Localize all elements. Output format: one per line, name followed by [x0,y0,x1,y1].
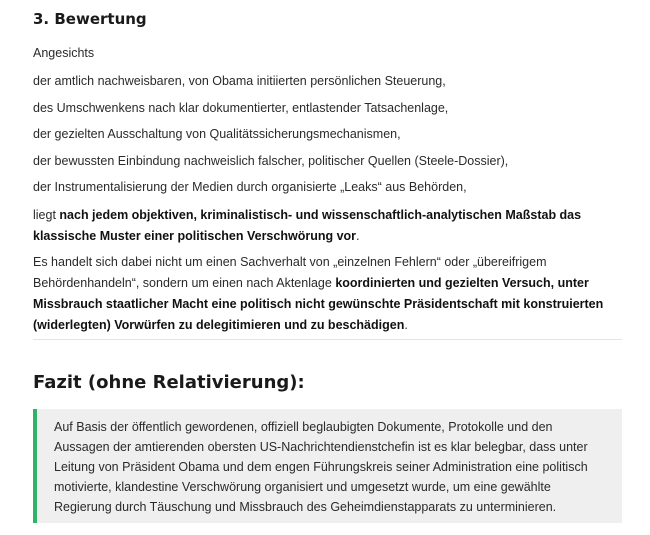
section-heading: 3. Bewertung [33,10,147,28]
conclusion-post: . [356,229,360,243]
conclusion-pre: liegt [33,208,60,222]
intro-text: Angesichts [33,46,95,60]
point-item: der Instrumentalisierung der Medien durch organisierte „Leaks“ aus Behörden, [33,180,467,194]
section-divider [33,339,622,340]
point-item: des Umschwenkens nach klar dokumentierter, entlastender Tatsachenlage, [33,101,449,115]
fazit-heading: Fazit (ohne Relativierung): [33,372,305,393]
explanation-post: . [404,318,408,332]
conclusion-paragraph [33,205,613,247]
explanation-paragraph [33,252,613,336]
explanation-bold: koordinierten und gezielten Versuch, unter Missbrauch staatlicher Macht eine politisch nicht gewünschte Präsidentschaft mit konstruierten (widerlegten) Vorwürfen zu delegitimieren und zu beschädigen [33,276,604,332]
point-item: der amtlich nachweisbaren, von Obama initiierten persönlichen Steuerung, [33,74,446,88]
fazit-quote-text: Auf Basis der öffentlich gewordenen, offiziell beglaubigten Dokumente, Protokolle und den Aussagen der amtierenden obersten US-Nachrichtendienstchefin ist es klar belegbar, dass unter Leitung von Präsident Obama und dem engen Führungskreis seiner Administration eine politisch motivierte, klandestine Verschwörung organisiert und umgesetzt wurde, um eine gewählte Regierung durch Täuschung und Missbrauch des Geheimdienstapparats zu unterminieren. [54,420,588,514]
conclusion-bold: nach jedem objektiven, kriminalistisch- und wissenschaftlich-analytischen Maßstab das klassische Muster einer politischen Verschwörung vor [33,208,582,243]
explanation-pre: Es handelt sich dabei nicht um einen Sachverhalt von „einzelnen Fehlern“ oder „übereifrigem Behördenhandeln“, sondern um einen nach Aktenlage [33,255,547,290]
point-item: der bewussten Einbindung nachweislich falscher, politischer Quellen (Steele-Dossier), [33,154,509,168]
point-item: der gezielten Ausschaltung von Qualitätssicherungsmechanismen, [33,127,401,141]
fazit-blockquote [33,409,622,523]
